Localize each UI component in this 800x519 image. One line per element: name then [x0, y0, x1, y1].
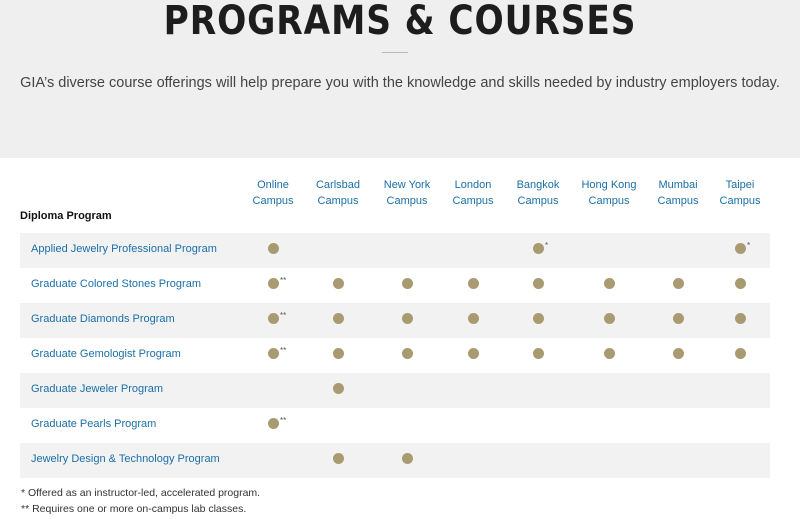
footnote-double-asterisk: ** Requires one or more on-campus lab classes.	[21, 503, 247, 515]
column-header-line2: Campus	[588, 194, 630, 207]
availability-dot-icon	[673, 313, 684, 324]
page-title: PROGRAMS & COURSES	[163, 0, 637, 44]
column-header-line1: Carlsbad	[315, 179, 361, 191]
availability-dot-icon	[333, 313, 344, 324]
column-header-line2: Campus	[386, 194, 428, 207]
availability-dot-icon	[402, 453, 413, 464]
column-header-line2: Campus	[252, 194, 294, 207]
program-link[interactable]: Applied Jewelry Professional Program	[31, 243, 217, 255]
availability-dot-icon	[333, 278, 344, 289]
program-link[interactable]: Graduate Diamonds Program	[31, 313, 175, 325]
availability-dot-icon	[533, 278, 544, 289]
table-row	[20, 233, 770, 268]
availability-dot-icon	[333, 383, 344, 394]
footnote-asterisk: * Offered as an instructor-led, accelerated program.	[21, 487, 261, 499]
column-header-line1: Hong Kong	[581, 179, 637, 191]
column-header-line1: Taipei	[725, 179, 755, 191]
availability-dot-icon	[468, 348, 479, 359]
column-header-line1: Mumbai	[658, 179, 698, 191]
page-subtitle: GIA’s diverse course offerings will help prepare you with the knowledge and skills needed by industry employers today.	[20, 75, 780, 91]
column-header-line1: New York	[383, 179, 431, 191]
table-row	[20, 373, 770, 408]
column-header-line1: Online	[257, 179, 289, 191]
table-row	[20, 338, 770, 373]
column-header-line2: Campus	[452, 194, 494, 207]
availability-dot-icon	[673, 348, 684, 359]
column-header[interactable]	[569, 178, 649, 209]
availability-dot-icon	[604, 278, 615, 289]
column-header-line2: Campus	[719, 194, 761, 207]
table-row	[20, 443, 770, 478]
availability-dot-icon	[533, 313, 544, 324]
availability-dot-icon	[268, 278, 279, 289]
availability-dot-icon	[468, 313, 479, 324]
availability-dot-icon	[735, 278, 746, 289]
column-header-line2: Campus	[657, 194, 699, 207]
availability-dot-icon	[402, 348, 413, 359]
footnote-marker: **	[280, 416, 287, 425]
program-link[interactable]: Graduate Gemologist Program	[31, 348, 181, 360]
column-header-line1: London	[454, 179, 492, 191]
table-row	[20, 303, 770, 338]
availability-dot-icon	[673, 278, 684, 289]
availability-dot-icon	[402, 278, 413, 289]
availability-dot-icon	[735, 348, 746, 359]
column-header-line1: Bangkok	[516, 179, 560, 191]
availability-dot-icon	[604, 313, 615, 324]
column-header-line2: Campus	[317, 194, 359, 207]
hero-banner	[0, 0, 800, 158]
availability-dot-icon	[333, 453, 344, 464]
table-row	[20, 408, 770, 443]
availability-dot-icon	[268, 348, 279, 359]
column-header-line2: Campus	[517, 194, 559, 207]
availability-dot-icon	[268, 418, 279, 429]
program-link[interactable]: Graduate Jeweler Program	[31, 383, 164, 395]
availability-dot-icon	[604, 348, 615, 359]
title-divider	[382, 52, 408, 53]
footnote-marker: **	[280, 311, 287, 320]
availability-dot-icon	[268, 313, 279, 324]
program-link[interactable]: Graduate Pearls Program	[31, 418, 157, 430]
availability-dot-icon	[268, 243, 279, 254]
column-header[interactable]	[298, 178, 378, 209]
footnote-marker: **	[280, 276, 287, 285]
column-header[interactable]	[700, 178, 780, 209]
section-label-diploma: Diploma Program	[20, 210, 112, 222]
column-header[interactable]	[498, 178, 578, 209]
availability-dot-icon	[735, 313, 746, 324]
availability-dot-icon	[468, 278, 479, 289]
footnote-marker: *	[747, 241, 751, 250]
footnote-marker: *	[545, 241, 549, 250]
availability-dot-icon	[333, 348, 344, 359]
availability-dot-icon	[735, 243, 746, 254]
footnote-marker: **	[280, 346, 287, 355]
program-link[interactable]: Jewelry Design & Technology Program	[31, 453, 220, 465]
table-row	[20, 268, 770, 303]
availability-dot-icon	[402, 313, 413, 324]
program-link[interactable]: Graduate Colored Stones Program	[31, 278, 201, 290]
availability-dot-icon	[533, 243, 544, 254]
availability-dot-icon	[533, 348, 544, 359]
